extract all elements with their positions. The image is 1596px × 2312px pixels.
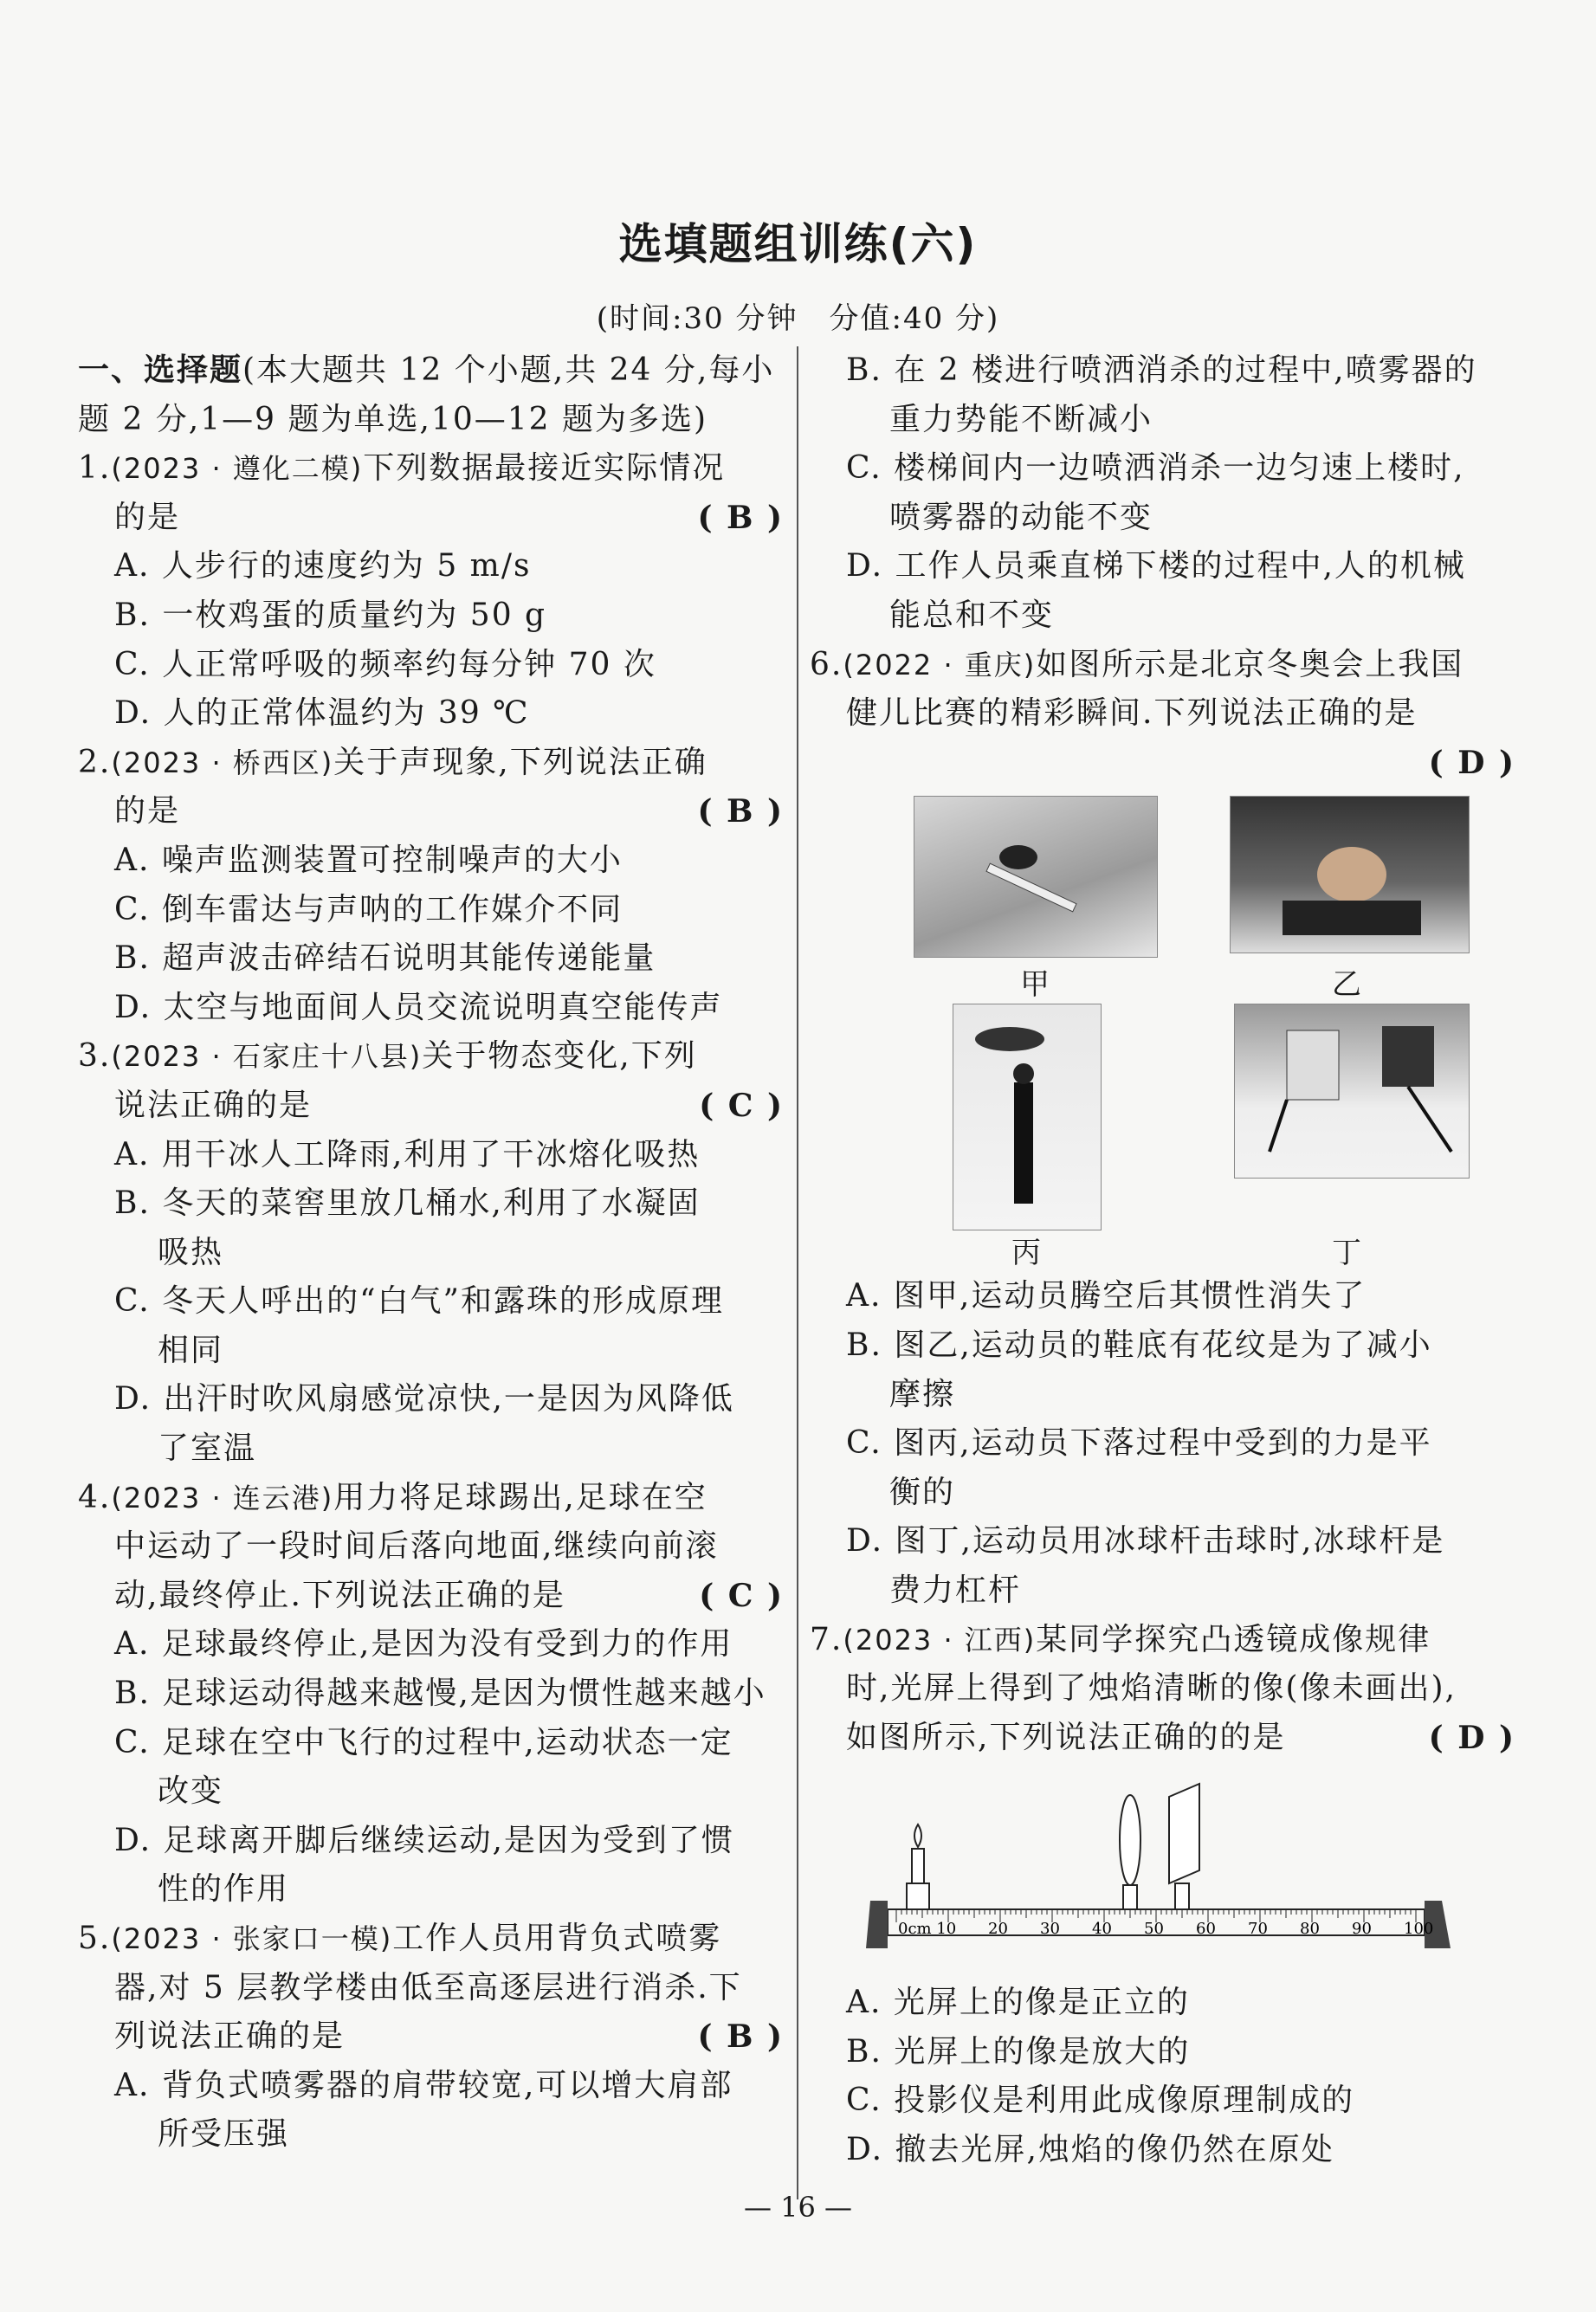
snowboard-photo [914, 796, 1158, 958]
ruler-tick-label: 60 [1196, 1920, 1216, 1939]
option-a: A. 人步行的速度约为 5 m/s [114, 548, 532, 584]
page-number: — 16 — [743, 2191, 853, 2224]
question-text: 关于物态变化,下列 [422, 1038, 697, 1075]
option-d-cont: 性的作用 [158, 1871, 290, 1908]
column-divider [797, 346, 798, 2199]
question-text-line [78, 494, 784, 543]
question-number: 3. [78, 1038, 112, 1075]
optical-bench-svg [810, 1762, 1515, 1979]
question-4 [78, 1474, 784, 1523]
section-header [78, 346, 784, 396]
option-d: D. 工作人员乘直梯下楼的过程中,人的机械 [846, 548, 1466, 584]
question-source: (2023 · 桥西区) [111, 746, 334, 779]
curler-figure [1231, 797, 1469, 953]
question-text: 如图所示是北京冬奥会上我国 [1036, 646, 1464, 682]
option-d: D. 撤去光屏,烛焰的像仍然在原处 [846, 2132, 1334, 2168]
ruler-tick-label: 100 [1404, 1920, 1434, 1939]
question-text: 如图所示,下列说法正确的的是 [846, 1719, 1286, 1755]
option-c: C. 投影仪是利用此成像原理制成的 [846, 2083, 1355, 2119]
option-a: A. 用干冰人工降雨,利用了干冰熔化吸热 [114, 1136, 701, 1172]
question-number: 6. [810, 646, 843, 682]
option-b: B. 一枚鸡蛋的质量约为 50 g [114, 597, 547, 633]
option-d-cont: 费力杠杆 [889, 1572, 1022, 1608]
ruler-tick-label: 40 [1092, 1920, 1112, 1939]
photo-label-ding: 丁 [1332, 1236, 1361, 1271]
question-text: 动,最终停止.下列说法正确的是 [114, 1577, 565, 1613]
section-desc-line: 题 2 分,1—9 题为单选,10—12 题为多选) [78, 401, 708, 437]
question-text-line: 器,对 5 层教学楼由低至高逐层进行消杀.下 [114, 1969, 742, 2005]
question-2 [78, 739, 784, 788]
ruler-tick-label: 70 [1248, 1920, 1268, 1939]
question-number: 5. [78, 1921, 112, 1956]
light-screen-icon [1169, 1784, 1199, 1909]
option-d-cont: 能总和不变 [889, 597, 1055, 633]
answer-line [810, 739, 1515, 788]
optical-bench-diagram [810, 1762, 1515, 1979]
question-text-line: 时,光屏上得到了烛焰清晰的像(像未画出), [846, 1670, 1457, 1707]
bench-left-stand [866, 1901, 888, 1948]
option-d: D. 太空与地面间人员交流说明真空能传声 [114, 989, 723, 1025]
question-text-line: 健儿比赛的精彩瞬间.下列说法正确的是 [846, 695, 1418, 732]
question-source: (2023 · 连云港) [111, 1481, 334, 1514]
answer-mark: ( D ) [1428, 1719, 1515, 1756]
right-column [810, 346, 1515, 2175]
photo-label-jia: 甲 [1020, 967, 1050, 1003]
question-number: 7. [810, 1621, 843, 1657]
question-number: 2. [78, 744, 112, 780]
ice-hockey-photo [1234, 1004, 1470, 1179]
option-d: D. 图丁,运动员用冰球杆击球时,冰球杆是 [846, 1523, 1445, 1560]
option-d: D. 人的正常体温约为 39 ℃ [114, 695, 530, 732]
hockey-players-figure [1235, 1004, 1469, 1178]
option-c: C. 倒车雷达与声呐的工作媒介不同 [114, 891, 624, 927]
option-c: C. 足球在空中飞行的过程中,运动状态一定 [114, 1724, 733, 1760]
option-b: B. 超声波击碎结石说明其能传递能量 [114, 940, 656, 977]
option-a: A. 噪声监测装置可控制噪声的大小 [114, 842, 623, 878]
question-text: 某同学探究凸透镜成像规律 [1036, 1621, 1431, 1657]
ruler-tick-label: 20 [988, 1920, 1008, 1939]
option-b: B. 冬天的菜窖里放几桶水,利用了水凝固 [114, 1185, 701, 1222]
question-text-line [78, 1572, 784, 1621]
question-5 [78, 1915, 784, 1964]
photo-label-yi: 乙 [1332, 967, 1361, 1003]
question-source: (2022 · 重庆) [843, 648, 1037, 681]
question-text: 说法正确的是 [114, 1087, 313, 1123]
option-a: A. 背负式喷雾器的肩带较宽,可以增大肩部 [114, 2067, 733, 2103]
question-text: 列说法正确的是 [114, 2018, 346, 2055]
option-a-cont: 所受压强 [158, 2116, 290, 2153]
question-source: (2023 · 石家庄十八县) [111, 1040, 423, 1074]
left-column [78, 346, 784, 2160]
option-b: B. 在 2 楼进行喷洒消杀的过程中,喷雾器的 [846, 352, 1477, 388]
photo-label-bing: 丙 [1011, 1236, 1041, 1271]
option-b-cont: 摩擦 [889, 1376, 956, 1412]
answer-mark: ( B ) [697, 2018, 784, 2056]
option-c-cont: 喷雾器的动能不变 [889, 499, 1153, 535]
question-source: (2023 · 张家口一模) [111, 1922, 393, 1955]
question-text: 下列数据最接近实际情况 [363, 450, 726, 487]
question-text: 用力将足球踢出,足球在空 [333, 1479, 708, 1515]
option-c: C. 楼梯间内一边喷洒消杀一边匀速上楼时, [846, 450, 1465, 487]
question-text: 工作人员用背负式喷雾 [392, 1921, 722, 1956]
option-a: A. 光屏上的像是正立的 [846, 1985, 1190, 2021]
answer-mark: ( C ) [699, 1087, 784, 1124]
question-text: 的是 [114, 793, 181, 830]
candle-icon [907, 1824, 929, 1909]
ruler-tick-label: 50 [1144, 1920, 1164, 1939]
question-source: (2023 · 江西) [843, 1623, 1037, 1657]
question-number: 1. [78, 450, 112, 487]
question-text-line [78, 1082, 784, 1131]
skaters-figure [953, 1004, 1101, 1230]
question-text-line [78, 787, 784, 836]
question-source: (2023 · 遵化二模) [111, 452, 364, 486]
option-c: C. 人正常呼吸的频率约每分钟 70 次 [114, 646, 656, 682]
option-c: C. 冬天人呼出的“白气”和露珠的形成原理 [114, 1283, 724, 1320]
answer-mark: ( C ) [699, 1577, 784, 1614]
page-subtitle: (时间:30 分钟 分值:40 分) [596, 301, 1000, 336]
convex-lens-icon [1120, 1795, 1140, 1909]
ruler-tick-label: 90 [1352, 1920, 1372, 1939]
answer-mark: ( B ) [697, 793, 784, 830]
option-b: B. 图乙,运动员的鞋底有花纹是为了减小 [846, 1327, 1432, 1363]
option-c: C. 图丙,运动员下落过程中受到的力是平 [846, 1425, 1432, 1462]
answer-mark: ( D ) [1428, 744, 1515, 781]
ruler-tick-label: 80 [1300, 1920, 1320, 1939]
option-b-cont: 重力势能不断减小 [889, 401, 1153, 437]
question-6 [810, 641, 1515, 690]
question-number: 4. [78, 1479, 112, 1515]
page-title: 选填题组训练(六) [618, 219, 978, 269]
question-text-line [78, 2012, 784, 2062]
question-text-line: 中运动了一段时间后落向地面,继续向前滚 [114, 1528, 719, 1565]
option-d-cont: 了室温 [158, 1430, 257, 1467]
question-7 [810, 1616, 1515, 1665]
option-c-cont: 相同 [158, 1332, 224, 1368]
option-d: D. 出汗时吹风扇感觉凉快,一是因为风降低 [114, 1381, 734, 1418]
question-1 [78, 444, 784, 494]
photo-grid [810, 787, 1515, 1272]
answer-mark: ( B ) [697, 499, 784, 536]
section-head: 一、选择题 [78, 352, 243, 388]
option-c-cont: 衡的 [889, 1474, 956, 1510]
question-text: 的是 [114, 499, 181, 535]
option-a: A. 图甲,运动员腾空后其惯性消失了 [846, 1278, 1367, 1314]
ruler-tick-label: 30 [1040, 1920, 1060, 1939]
ruler-tick-label: 0cm 10 [898, 1920, 957, 1939]
snowboarder-figure [914, 797, 1157, 957]
option-b: B. 光屏上的像是放大的 [846, 2033, 1191, 2070]
question-text: 关于声现象,下列说法正确 [333, 744, 708, 780]
option-d: D. 足球离开脚后继续运动,是因为受到了惯 [114, 1822, 734, 1858]
section-desc: (本大题共 12 个小题,共 24 分,每小 [242, 352, 775, 388]
option-a: A. 足球最终停止,是因为没有受到力的作用 [114, 1626, 733, 1663]
option-c-cont: 改变 [158, 1773, 224, 1810]
question-text-line [810, 1714, 1515, 1763]
question-3 [78, 1032, 784, 1082]
option-b-cont: 吸热 [158, 1234, 224, 1270]
curling-photo [1230, 796, 1470, 953]
option-b: B. 足球运动得越来越慢,是因为惯性越来越小 [114, 1676, 766, 1712]
figure-skating-photo [953, 1004, 1102, 1230]
